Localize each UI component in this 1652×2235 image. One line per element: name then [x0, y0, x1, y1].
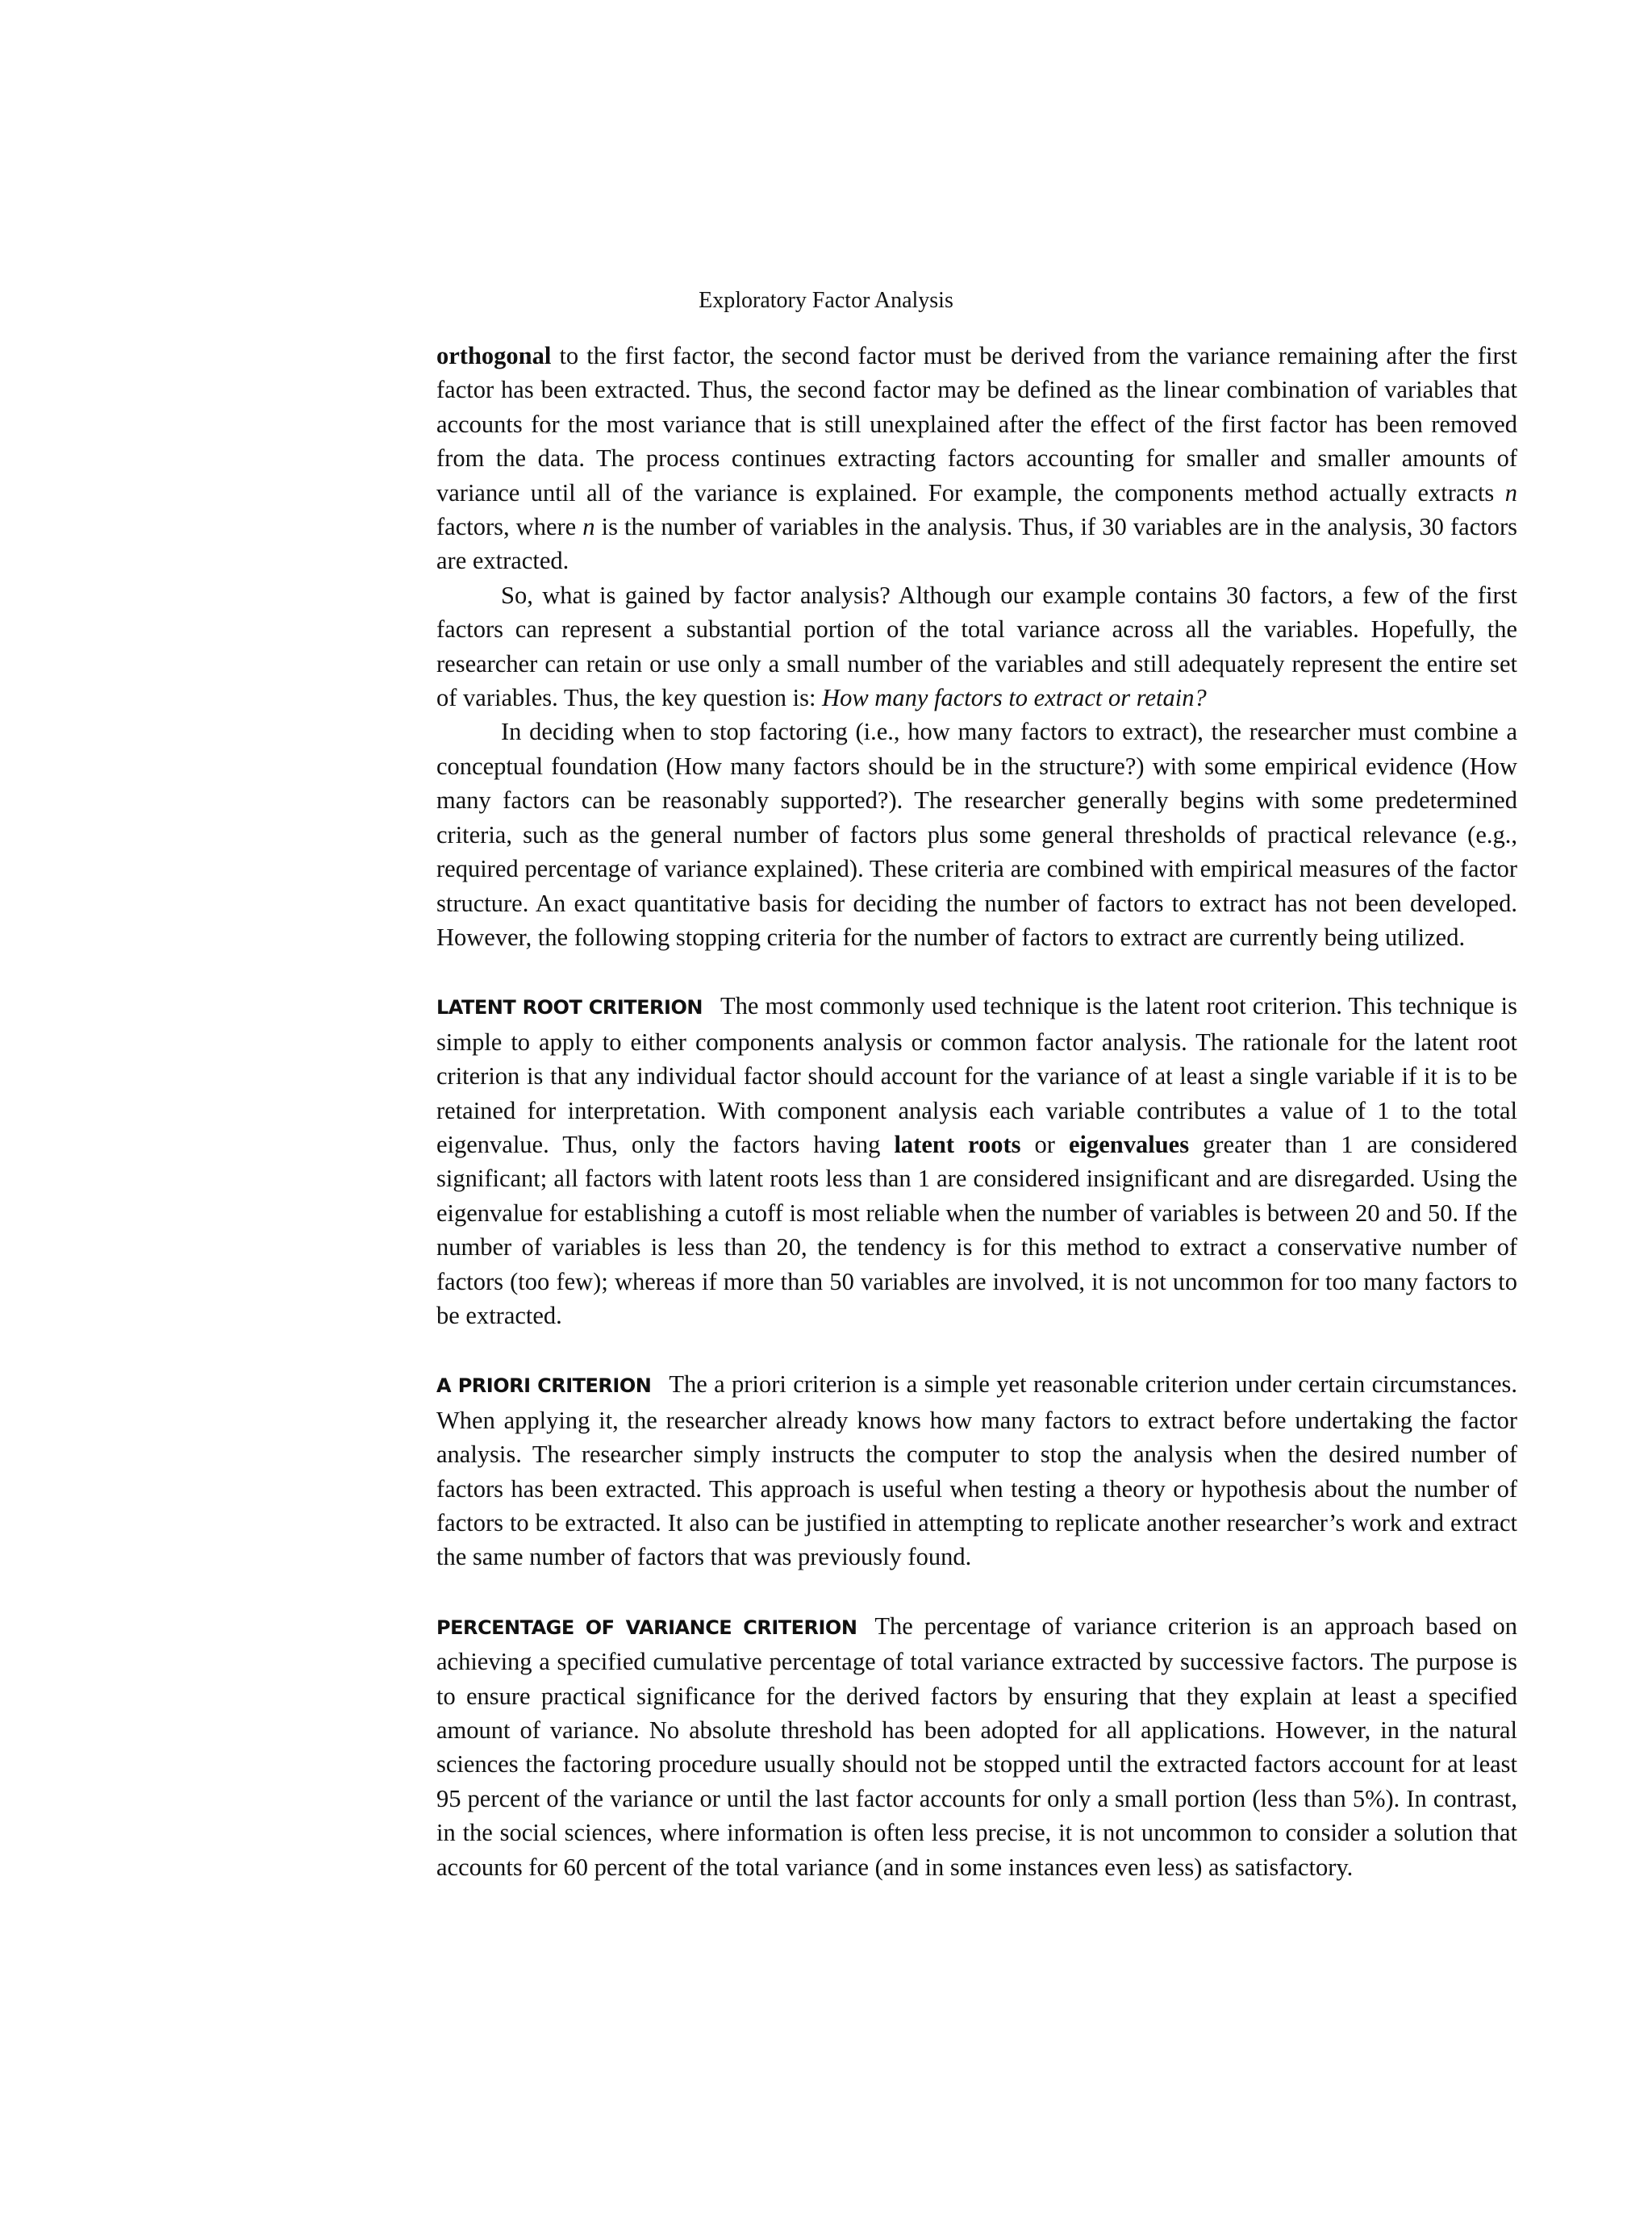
paragraph-text: is the number of variables in the analysis. Thus, if 30 variables are in the analysis, 30 factors are extracted.	[436, 513, 1517, 575]
section-heading-percentage-variance: PERCENTAGE OF VARIANCE CRITERION	[436, 1616, 857, 1639]
body-text	[436, 339, 1517, 1884]
section-heading-latent-root: LATENT ROOT CRITERION	[436, 996, 703, 1020]
paragraph-text: to the first factor, the second factor must be derived from the variance remaining after the first factor has been extracted. Thus, the second factor may be defined as the linear combination of variables that accounts for the most variance that is still unexplained after the effect of the first factor has been removed from the data. The process continues extracting factors accounting for smaller and smaller amounts of variance until all of the variance is explained. For example, the components method actually extracts	[436, 342, 1517, 507]
paragraph-stop-factoring: In deciding when to stop factoring (i.e., how many factors to extract), the researcher must combine a conceptual foundation (How many factors should be in the structure?) with some empirical evidence (How many factors can be reasonably supported?). The researcher generally begins with some predetermined criteria, such as the general number of factors plus some general thresholds of practical relevance (e.g., required percentage of variance explained). These criteria are combined with empirical measures of the factor structure. An exact quantitative basis for deciding the number of factors to extract has not been developed. However, the following stopping criteria for the number of factors to extract are currently being utilized.	[436, 718, 1517, 951]
section-text: The a priori criterion is a simple yet reasonable criterion under certain circumstances. When applying it, the researcher already knows how many factors to extract before undertaking the factor analysis. The researcher simply instructs the computer to stop the analysis when the desired number of factors has been extracted. This approach is useful when testing a theory or hypothesis about the number of factors to be extracted. It also can be justified in attempting to replicate another researcher’s work and extract the same number of factors that was previously found.	[436, 1370, 1517, 1571]
section-heading-a-priori: A PRIORI CRITERION	[436, 1374, 652, 1398]
running-head: Exploratory Factor Analysis	[699, 288, 953, 313]
paragraph-text: So, what is gained by factor analysis? Although our example contains 30 factors, a few of the first factors can represent a substantial portion of the total variance across all the variables. Hopefully, the researcher can retain or use only a small number of the variables and still adequately represent the entire set of variables. Thus, the key question is:	[436, 581, 1517, 712]
paragraph-gained	[436, 578, 1517, 715]
variable-n: n	[582, 513, 595, 541]
term-eigenvalues: eigenvalues	[1068, 1130, 1190, 1158]
section-percentage-variance	[436, 1609, 1517, 1884]
term-orthogonal: orthogonal	[436, 342, 552, 369]
variable-n: n	[1504, 478, 1517, 507]
term-latent-roots: latent roots	[894, 1130, 1021, 1158]
paragraph-orthogonal	[436, 339, 1517, 578]
section-latent-root	[436, 989, 1517, 1332]
section-text: greater than 1 are considered significant; all factors with latent roots less than 1 are considered insignificant and are disregarded. Using the eigenvalue for establishing a cutoff is most reliable when the number of variables is between 20 and 50. If the number of variables is less than 20, the tendency is for this method to extract a conservative number of factors (too few); whereas if more than 50 variables are involved, it is not uncommon for too many factors to be extracted.	[436, 1130, 1517, 1329]
section-a-priori	[436, 1367, 1517, 1574]
key-question: How many factors to extract or retain?	[822, 684, 1207, 712]
section-text: The most commonly used technique is the latent root criterion. This technique is simple to apply to either components analysis or common factor analysis. The rationale for the latent root criterion is that any individual factor should account for the variance of at least a single variable if it is to be retained for interpretation. With component analysis each variable contributes a value of 1 to the total eigenvalue. Thus, only the factors having	[436, 992, 1518, 1158]
section-gap	[436, 1574, 1517, 1609]
section-gap	[436, 1332, 1517, 1367]
section-text: The percentage of variance criterion is an approach based on achieving a specified cumulative percentage of total variance extracted by successive factors. The purpose is to ensure practical significance for the derived factors by ensuring that they explain at least a specified amount of variance. No absolute threshold has been adopted for all applications. However, in the natural sciences the factoring procedure usually should not be stopped until the extracted factors account for at least 95 percent of the variance or until the last factor accounts for only a small portion (less than 5%). In contrast, in the social sciences, where information is often less precise, it is not uncommon to consider a solution that accounts for 60 percent of the total variance (and in some instances even less) as satisfactory.	[436, 1612, 1517, 1881]
section-text: or	[1020, 1130, 1069, 1158]
section-gap	[436, 954, 1517, 989]
paragraph-text: factors, where	[436, 513, 583, 541]
